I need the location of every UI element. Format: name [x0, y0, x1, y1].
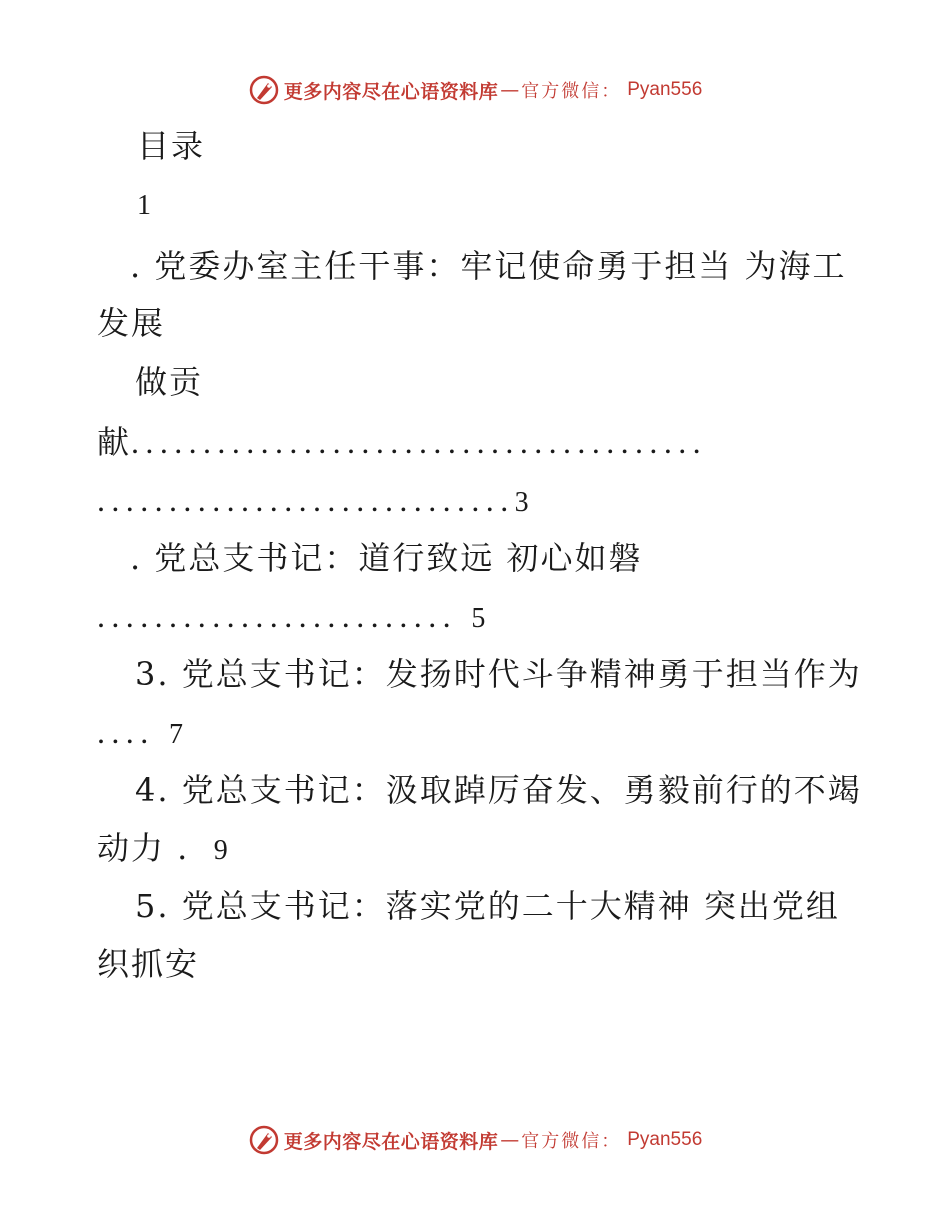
toc-entry-1-line-1: . 党委办室主任干事：牢记使命勇于担当 为海工 [130, 247, 847, 285]
leader-dots: ........................................ [131, 424, 708, 460]
toc-entry-1-page: 3 [514, 487, 531, 518]
toc-entry-1-line-2: 发展 [97, 304, 166, 342]
toc-entry-5-line-2: 织抓安 [97, 945, 200, 983]
toc-entry-1-title-end: 献 [97, 423, 132, 461]
toc-entry-1-line-4 [97, 422, 707, 462]
banner-dash: — [500, 1129, 520, 1151]
toc-entry-3-line-1: 3. 党总支书记：发扬时代斗争精神勇于担当作为 [135, 655, 862, 693]
toc-entry-3-page: 7 [169, 719, 185, 750]
leader-dots: ............................. [97, 482, 515, 518]
toc-entry-1-line-3: 做贡 [135, 363, 204, 401]
footer-watermark-banner [0, 1120, 950, 1160]
toc-entry-4-page: 9 [213, 835, 230, 866]
toc-first-number: 1 [137, 190, 153, 221]
banner-dash: — [500, 79, 520, 101]
toc-entry-2-page: 5 [471, 603, 488, 634]
toc-entry-5-line-1: 5. 党总支书记：落实党的二十大精神 突出党组 [135, 887, 840, 925]
banner-wechat-id: Pyan556 [627, 79, 703, 100]
toc-entry-4-line-1: 4. 党总支书记：汲取踔厉奋发、勇毅前行的不竭 [135, 771, 862, 809]
toc-entry-2-line-1: . 党总支书记：道行致远 初心如磐 [130, 539, 643, 577]
toc-entry-3-dots-line [97, 712, 185, 755]
pen-nib-icon [248, 1124, 280, 1156]
banner-official-label: 官方微信： [521, 1131, 622, 1152]
banner-site-name: 更多内容尽在心语资料库 [283, 1130, 499, 1153]
leader-dots: ......................... [97, 598, 472, 634]
toc-heading: 目录 [137, 127, 206, 165]
toc-entry-2-dots-line [97, 596, 487, 639]
toc-entry-4-title-end: 动力 . [97, 829, 190, 867]
banner-wechat-id: Pyan556 [627, 1129, 703, 1150]
toc-entry-4-line-2 [97, 828, 230, 871]
leader-dots: .... [97, 714, 169, 750]
toc-entry-1-dots-line [97, 480, 531, 523]
banner-site-name: 更多内容尽在心语资料库 [283, 80, 499, 103]
banner-official-label: 官方微信： [521, 81, 622, 102]
